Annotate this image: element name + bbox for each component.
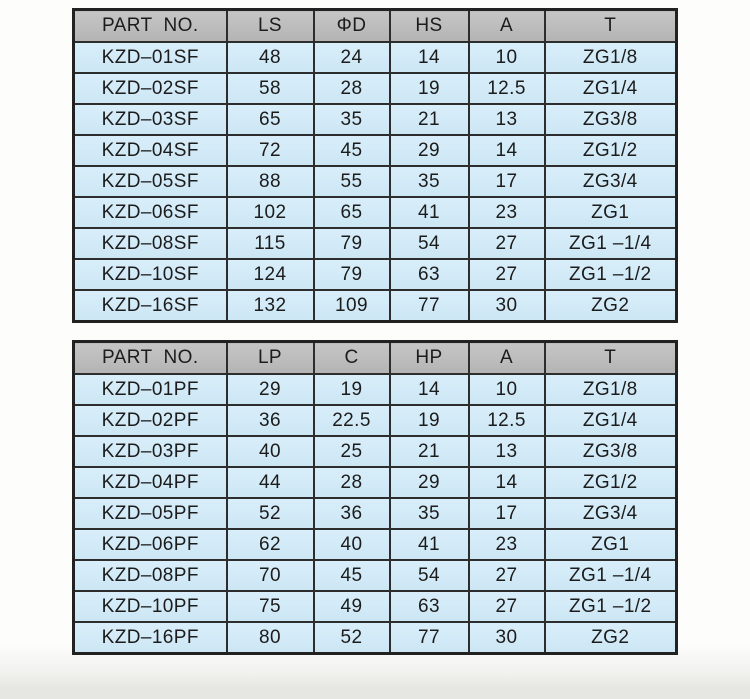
column-header: HP: [390, 342, 469, 375]
part-no-cell: KZD–04PF: [74, 467, 227, 498]
header-row: [74, 342, 677, 375]
table-cell: ZG3/8: [545, 436, 677, 467]
column-header: A: [469, 10, 545, 43]
part-no-cell: KZD–08PF: [74, 560, 227, 591]
table-cell: 132: [227, 290, 314, 322]
part-no-cell: KZD–03SF: [74, 104, 227, 135]
table-cell: 54: [390, 560, 469, 591]
part-no-cell: KZD–10PF: [74, 591, 227, 622]
part-no-cell: KZD–06SF: [74, 197, 227, 228]
table-cell: 30: [469, 622, 545, 654]
part-no-cell: KZD–16SF: [74, 290, 227, 322]
table-cell: 35: [314, 104, 390, 135]
table-cell: 28: [314, 73, 390, 104]
table-row: [74, 42, 677, 73]
part-no-cell: KZD–10SF: [74, 259, 227, 290]
table-cell: 52: [314, 622, 390, 654]
part-no-cell: KZD–08SF: [74, 228, 227, 259]
table-cell: ZG3/4: [545, 498, 677, 529]
table-row: [74, 405, 677, 436]
table-cell: 19: [390, 73, 469, 104]
table-row: [74, 290, 677, 322]
table-cell: 29: [227, 374, 314, 405]
table-cell: 21: [390, 104, 469, 135]
table-cell: 29: [390, 467, 469, 498]
column-header: LP: [227, 342, 314, 375]
table-cell: 19: [314, 374, 390, 405]
table-cell: 40: [227, 436, 314, 467]
part-no-column-header: PART NO.: [74, 342, 227, 375]
table-cell: ZG1: [545, 529, 677, 560]
table-cell: ZG3/4: [545, 166, 677, 197]
table-cell: 23: [469, 197, 545, 228]
table-cell: 63: [390, 259, 469, 290]
part-no-cell: KZD–01PF: [74, 374, 227, 405]
table-row: [74, 560, 677, 591]
header-row: [74, 10, 677, 43]
table-cell: 29: [390, 135, 469, 166]
table-cell: ZG2: [545, 290, 677, 322]
table-cell: 27: [469, 591, 545, 622]
table-cell: ZG1 –1/2: [545, 591, 677, 622]
table-row: [74, 73, 677, 104]
table-cell: 45: [314, 560, 390, 591]
table-cell: 55: [314, 166, 390, 197]
column-header: ΦD: [314, 10, 390, 43]
table-cell: 10: [469, 374, 545, 405]
table-cell: 70: [227, 560, 314, 591]
table-cell: 52: [227, 498, 314, 529]
table-cell: 80: [227, 622, 314, 654]
table-cell: 41: [390, 197, 469, 228]
table-cell: 77: [390, 622, 469, 654]
table-cell: 72: [227, 135, 314, 166]
table-cell: 30: [469, 290, 545, 322]
column-header: A: [469, 342, 545, 375]
table-cell: 17: [469, 498, 545, 529]
table-cell: 10: [469, 42, 545, 73]
table-row: [74, 591, 677, 622]
table-cell: 14: [390, 374, 469, 405]
table-cell: 54: [390, 228, 469, 259]
table-row: [74, 467, 677, 498]
table-cell: 36: [314, 498, 390, 529]
table-cell: 63: [390, 591, 469, 622]
table-cell: 21: [390, 436, 469, 467]
table-row: [74, 436, 677, 467]
table-cell: 102: [227, 197, 314, 228]
table-cell: ZG1/8: [545, 374, 677, 405]
table-cell: 115: [227, 228, 314, 259]
table-cell: 40: [314, 529, 390, 560]
part-no-cell: KZD–02SF: [74, 73, 227, 104]
table-row: [74, 374, 677, 405]
table-cell: ZG1/4: [545, 405, 677, 436]
table-cell: 45: [314, 135, 390, 166]
table-cell: ZG3/8: [545, 104, 677, 135]
table-cell: 25: [314, 436, 390, 467]
table-row: [74, 259, 677, 290]
table-cell: 19: [390, 405, 469, 436]
table-cell: 58: [227, 73, 314, 104]
part-no-cell: KZD–05SF: [74, 166, 227, 197]
table-cell: 65: [227, 104, 314, 135]
table-row: [74, 622, 677, 654]
part-no-cell: KZD–02PF: [74, 405, 227, 436]
column-header: HS: [390, 10, 469, 43]
part-no-cell: KZD–06PF: [74, 529, 227, 560]
table-cell: 124: [227, 259, 314, 290]
table-cell: 49: [314, 591, 390, 622]
part-no-cell: KZD–01SF: [74, 42, 227, 73]
table-row: [74, 135, 677, 166]
part-no-cell: KZD–03PF: [74, 436, 227, 467]
table-cell: ZG1 –1/4: [545, 228, 677, 259]
part-no-cell: KZD–16PF: [74, 622, 227, 654]
table-cell: 35: [390, 166, 469, 197]
column-header: T: [545, 10, 677, 43]
table-cell: 27: [469, 228, 545, 259]
table-row: [74, 197, 677, 228]
sf-series-table: [72, 8, 678, 323]
table-cell: 35: [390, 498, 469, 529]
table-cell: 79: [314, 228, 390, 259]
table-cell: ZG1/2: [545, 135, 677, 166]
table-cell: ZG1: [545, 197, 677, 228]
table-cell: 24: [314, 42, 390, 73]
table-cell: ZG1/4: [545, 73, 677, 104]
column-header: C: [314, 342, 390, 375]
table-cell: 23: [469, 529, 545, 560]
table-cell: 75: [227, 591, 314, 622]
table-cell: 17: [469, 166, 545, 197]
table-cell: 41: [390, 529, 469, 560]
pf-series-table: [72, 340, 678, 655]
table-cell: ZG1 –1/2: [545, 259, 677, 290]
table-row: [74, 166, 677, 197]
table-row: [74, 104, 677, 135]
table-cell: ZG1/8: [545, 42, 677, 73]
table-cell: 44: [227, 467, 314, 498]
table-cell: 13: [469, 104, 545, 135]
table-cell: ZG1 –1/4: [545, 560, 677, 591]
table-cell: 88: [227, 166, 314, 197]
table-row: [74, 529, 677, 560]
table-cell: 14: [469, 135, 545, 166]
table-cell: 79: [314, 259, 390, 290]
table-cell: 12.5: [469, 405, 545, 436]
part-no-column-header: PART NO.: [74, 10, 227, 43]
table-cell: 77: [390, 290, 469, 322]
table-cell: 14: [469, 467, 545, 498]
table-cell: 14: [390, 42, 469, 73]
table-cell: 48: [227, 42, 314, 73]
table-cell: 36: [227, 405, 314, 436]
part-no-cell: KZD–04SF: [74, 135, 227, 166]
table-cell: 109: [314, 290, 390, 322]
table-cell: 27: [469, 560, 545, 591]
column-header: T: [545, 342, 677, 375]
table-cell: 13: [469, 436, 545, 467]
column-header: LS: [227, 10, 314, 43]
table-cell: 27: [469, 259, 545, 290]
table-cell: 62: [227, 529, 314, 560]
table-cell: 65: [314, 197, 390, 228]
part-no-cell: KZD–05PF: [74, 498, 227, 529]
table-cell: 12.5: [469, 73, 545, 104]
table-cell: 28: [314, 467, 390, 498]
table-row: [74, 498, 677, 529]
table-cell: ZG1/2: [545, 467, 677, 498]
table-cell: 22.5: [314, 405, 390, 436]
table-row: [74, 228, 677, 259]
table-cell: ZG2: [545, 622, 677, 654]
